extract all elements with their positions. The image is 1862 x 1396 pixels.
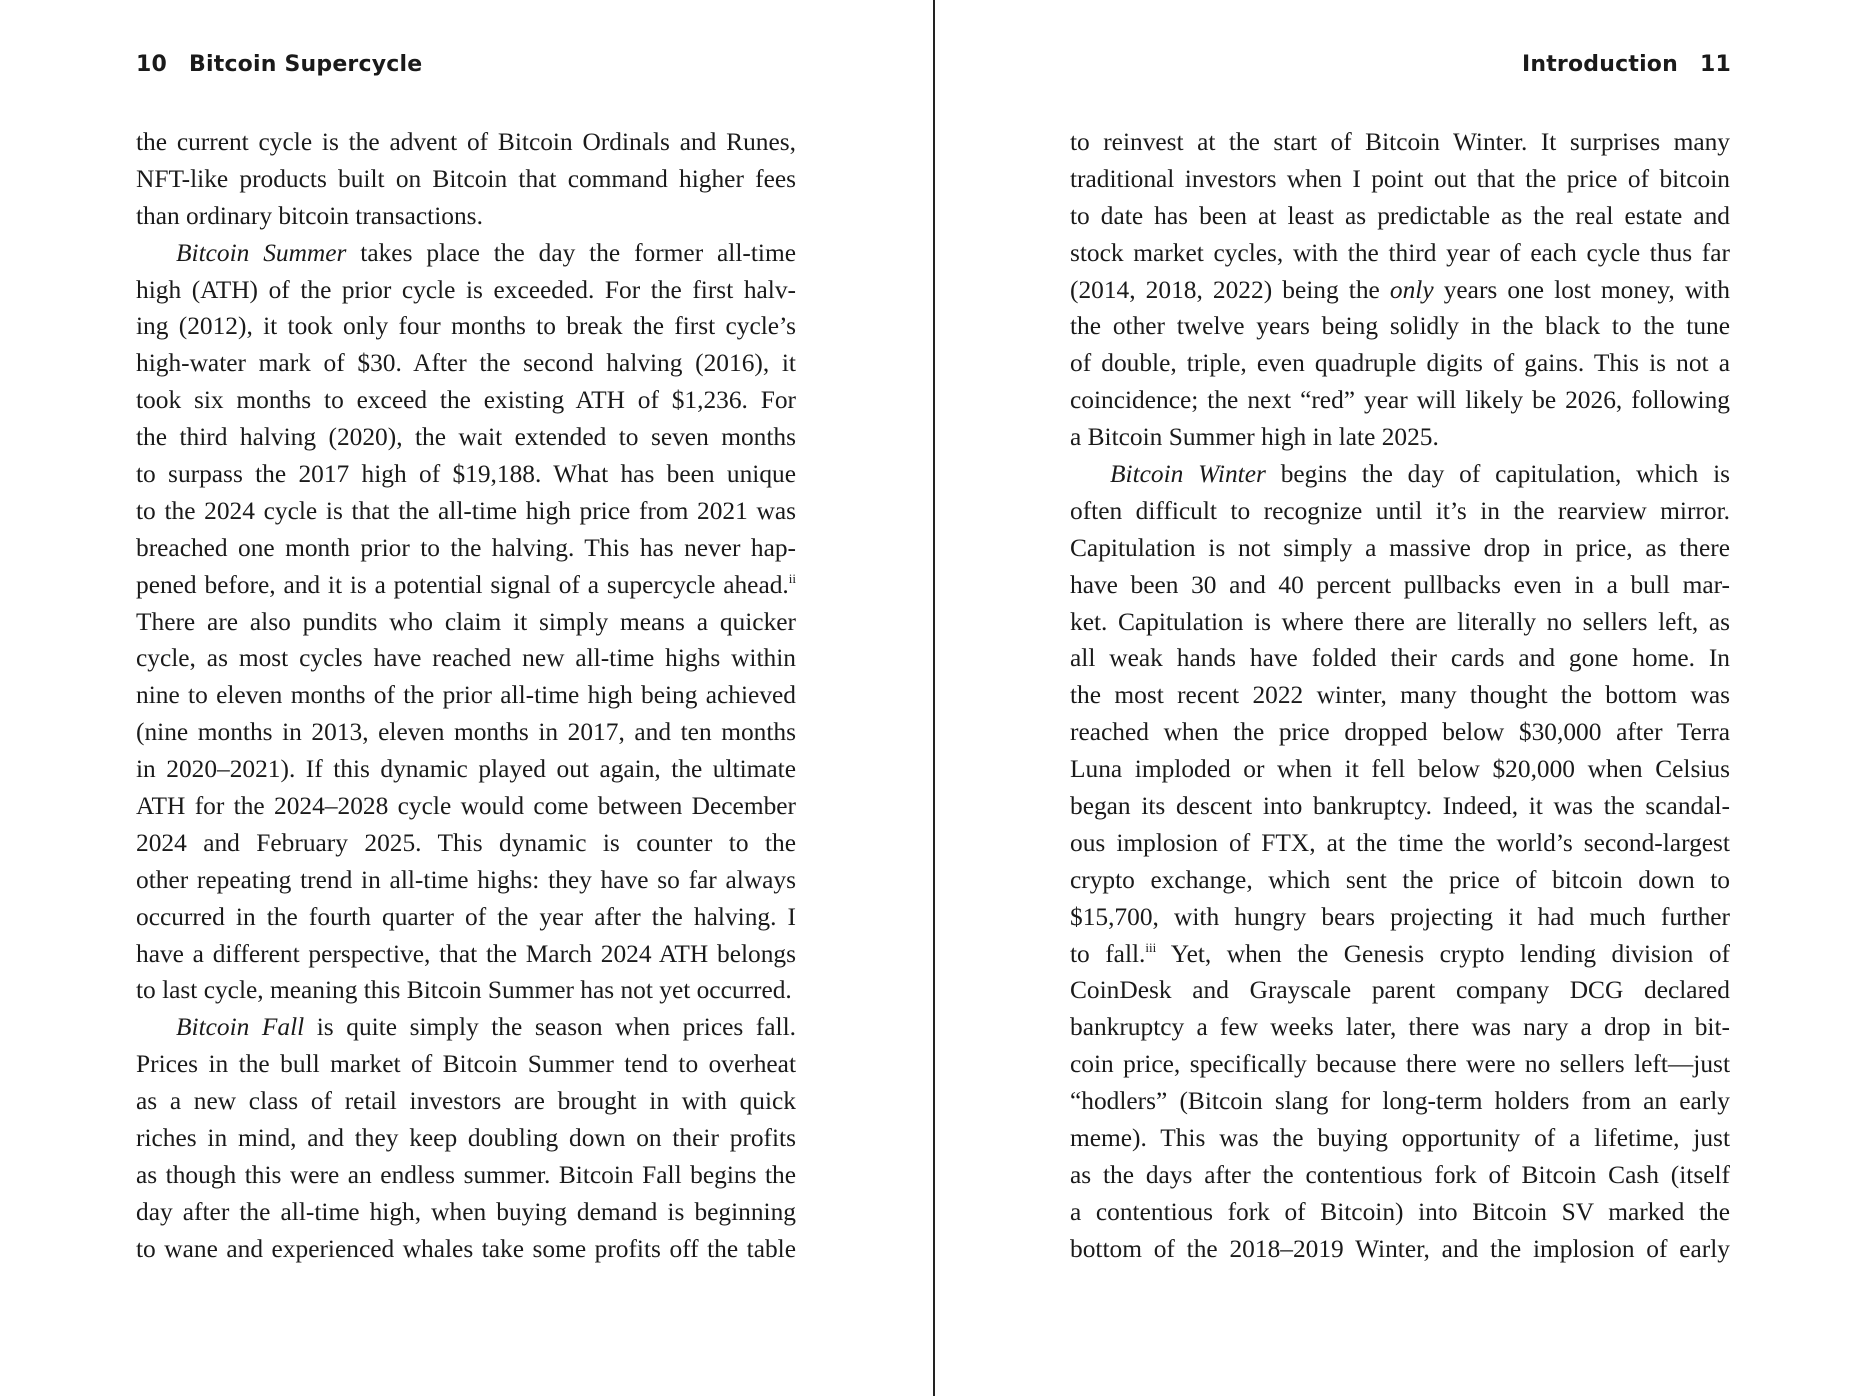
italic-term: Bitcoin Winter <box>1110 460 1266 489</box>
line-text: all weak hands have folded their cards and gone home. In <box>1070 644 1730 673</box>
text-line <box>136 235 796 272</box>
line-text: day after the all-time high, when buying demand is beginning <box>136 1197 796 1226</box>
line-text: occurred in the fourth quarter of the year after the halving. I <box>136 902 796 931</box>
text-line <box>136 382 796 419</box>
text-line <box>1070 972 1730 1009</box>
text-line <box>1070 161 1730 198</box>
text-line <box>136 567 796 604</box>
line-text: to the 2024 cycle is that the all-time high price from 2021 was <box>136 496 796 525</box>
line-text: reached when the price dropped below $30,000 after Terra <box>1070 718 1730 747</box>
line-text: to wane and experienced whales take some profits off the table <box>136 1234 796 1263</box>
text-line <box>136 345 796 382</box>
line-text: (nine months in 2013, eleven months in 2017, and ten months <box>136 718 796 747</box>
line-text: than ordinary bitcoin transactions. <box>136 201 483 230</box>
line-text: bottom of the 2018–2019 Winter, and the implosion of early <box>1070 1234 1730 1263</box>
text-line <box>1070 235 1730 272</box>
line-text: as a new class of retail investors are brought in with quick <box>136 1087 796 1116</box>
text-line <box>136 936 796 973</box>
line-text: a contentious fork of Bitcoin) into Bitcoin SV marked the <box>1070 1197 1730 1226</box>
text-line <box>136 456 796 493</box>
line-text: in 2020–2021). If this dynamic played out again, the ultimate <box>136 755 796 784</box>
text-line <box>1070 1083 1730 1120</box>
text-line <box>136 1083 796 1120</box>
line-text: the other twelve years being solidly in the black to the tune <box>1070 312 1730 341</box>
text-line <box>1070 419 1730 456</box>
left-running-head <box>136 52 422 82</box>
line-text: ing (2012), it took only four months to break the first cycle’s <box>136 312 796 341</box>
text-line <box>136 1009 796 1046</box>
left-running-head-title: Bitcoin Supercycle <box>189 52 423 77</box>
line-text: begins the day of capitulation, which is <box>1265 460 1731 489</box>
text-line <box>1070 382 1730 419</box>
line-text: breached one month prior to the halving. This has never hap- <box>136 533 796 562</box>
line-text: 2024 and February 2025. This dynamic is counter to the <box>136 828 796 857</box>
text-line <box>1070 456 1730 493</box>
text-line <box>1070 788 1730 825</box>
text-line <box>1070 862 1730 899</box>
text-line <box>1070 899 1730 936</box>
text-line <box>1070 272 1730 309</box>
line-text: high (ATH) of the prior cycle is exceeded. For the first halv- <box>136 275 796 304</box>
line-text: takes place the day the former all-time <box>346 238 796 267</box>
line-text: stock market cycles, with the third year of each cycle thus far <box>1070 238 1730 267</box>
text-line <box>136 198 796 235</box>
line-text: the third halving (2020), the wait extended to seven months <box>136 423 796 452</box>
text-line <box>1070 1231 1730 1268</box>
line-text: other repeating trend in all-time highs: they have so far always <box>136 865 796 894</box>
line-text: often difficult to recognize until it’s in the rearview mirror. <box>1070 496 1730 525</box>
text-line <box>136 124 796 161</box>
text-line <box>136 1194 796 1231</box>
text-line <box>136 1046 796 1083</box>
line-text: began its descent into bankruptcy. Indeed, it was the scandal- <box>1070 792 1730 821</box>
line-text: CoinDesk and Grayscale parent company DCG declared <box>1070 976 1730 1005</box>
line-text: as the days after the contentious fork of Bitcoin Cash (itself <box>1070 1160 1730 1189</box>
text-line <box>1070 198 1730 235</box>
line-text: the current cycle is the advent of Bitcoin Ordinals and Runes, <box>136 128 796 156</box>
line-text: years one lost money, with <box>1433 275 1730 304</box>
line-text: crypto exchange, which sent the price of bitcoin down to <box>1070 865 1730 894</box>
line-text: pened before, and it is a potential signal of a supercycle ahead. <box>136 570 789 599</box>
text-line <box>136 1157 796 1194</box>
line-text: There are also pundits who claim it simply means a quicker <box>136 607 796 636</box>
line-text: nine to eleven months of the prior all-time high being achieved <box>136 681 796 710</box>
line-text: ATH for the 2024–2028 cycle would come between December <box>136 792 796 821</box>
line-text: NFT-like products built on Bitcoin that command higher fees <box>136 164 796 193</box>
text-line <box>1070 936 1730 973</box>
right-page-body <box>1070 124 1730 1268</box>
line-text: Luna imploded or when it fell below $20,000 when Celsius <box>1070 755 1730 784</box>
line-text: to reinvest at the start of Bitcoin Winter. It surprises many <box>1070 128 1730 156</box>
text-line <box>1070 1009 1730 1046</box>
text-line <box>136 161 796 198</box>
line-text: took six months to exceed the existing ATH of $1,236. For <box>136 386 796 415</box>
text-line <box>136 714 796 751</box>
text-line <box>1070 825 1730 862</box>
line-text: to last cycle, meaning this Bitcoin Summer has not yet occurred. <box>136 976 792 1005</box>
left-page-number: 10 <box>136 52 168 77</box>
text-line <box>136 788 796 825</box>
left-page-body <box>136 124 796 1268</box>
line-text: have a different perspective, that the March 2024 ATH belongs <box>136 939 796 968</box>
italic-term: Bitcoin Summer <box>176 238 347 267</box>
text-line <box>1070 345 1730 382</box>
text-line <box>1070 1046 1730 1083</box>
text-line <box>136 1120 796 1157</box>
italic-emphasis: only <box>1389 275 1434 304</box>
line-text: Yet, when the Genesis crypto lending division of <box>1156 939 1731 968</box>
page-gutter-divider <box>933 0 935 1396</box>
line-text: as though this were an endless summer. Bitcoin Fall begins the <box>136 1160 796 1189</box>
text-line <box>1070 640 1730 677</box>
text-line <box>136 493 796 530</box>
text-line <box>1070 308 1730 345</box>
right-running-head-title: Introduction <box>1521 52 1678 77</box>
text-line <box>136 308 796 345</box>
line-text: riches in mind, and they keep doubling down on their profits <box>136 1124 796 1153</box>
text-line <box>1070 751 1730 788</box>
text-line <box>1070 604 1730 641</box>
line-text: meme). This was the buying opportunity of a lifetime, just <box>1070 1124 1730 1153</box>
line-text: cycle, as most cycles have reached new all-time highs within <box>136 644 796 673</box>
text-line <box>1070 1194 1730 1231</box>
line-text: to fall. <box>1070 939 1146 968</box>
text-line <box>1070 493 1730 530</box>
line-text: traditional investors when I point out that the price of bitcoin <box>1070 164 1730 193</box>
text-line <box>1070 530 1730 567</box>
text-line <box>136 972 796 1009</box>
text-line <box>136 677 796 714</box>
line-text: to surpass the 2017 high of $19,188. What has been unique <box>136 460 796 489</box>
line-text: the most recent 2022 winter, many thought the bottom was <box>1070 681 1730 710</box>
text-line <box>1070 567 1730 604</box>
line-text: a Bitcoin Summer high in late 2025. <box>1070 423 1439 452</box>
line-text: (2014, 2018, 2022) being the <box>1070 275 1390 304</box>
footnote-marker[interactable]: ii <box>788 570 796 586</box>
text-line <box>1070 124 1730 161</box>
line-text: to date has been at least as predictable as the real estate and <box>1070 201 1730 230</box>
text-line <box>136 419 796 456</box>
footnote-marker[interactable]: iii <box>1145 939 1157 955</box>
right-page-number: 11 <box>1699 52 1731 77</box>
line-text: is quite simply the season when prices fall. <box>304 1013 796 1042</box>
text-line <box>136 899 796 936</box>
line-text: ous implosion of FTX, at the time the world’s second-largest <box>1070 828 1730 857</box>
text-line <box>1070 1120 1730 1157</box>
line-text: Prices in the bull market of Bitcoin Summer tend to overheat <box>136 1050 796 1079</box>
text-line <box>136 530 796 567</box>
text-line <box>136 862 796 899</box>
line-text: have been 30 and 40 percent pullbacks even in a bull mar- <box>1070 570 1730 599</box>
italic-term: Bitcoin Fall <box>176 1013 305 1042</box>
text-line <box>1070 714 1730 751</box>
text-line <box>1070 1157 1730 1194</box>
text-line <box>136 272 796 309</box>
line-text: ket. Capitulation is where there are literally no sellers left, as <box>1070 607 1730 636</box>
line-text: $15,700, with hungry bears projecting it had much further <box>1070 902 1730 931</box>
line-text: “hodlers” (Bitcoin slang for long-term holders from an early <box>1070 1087 1730 1116</box>
line-text: coincidence; the next “red” year will likely be 2026, following <box>1070 386 1730 415</box>
text-line <box>136 1231 796 1268</box>
line-text: bankruptcy a few weeks later, there was nary a drop in bit- <box>1070 1013 1730 1042</box>
line-text: high-water mark of $30. After the second halving (2016), it <box>136 349 796 378</box>
line-text: coin price, specifically because there were no sellers left—just <box>1070 1050 1730 1079</box>
text-line <box>136 640 796 677</box>
text-line <box>1070 677 1730 714</box>
line-text: of double, triple, even quadruple digits of gains. This is not a <box>1070 349 1730 378</box>
right-running-head <box>1522 52 1731 82</box>
text-line <box>136 825 796 862</box>
line-text: Capitulation is not simply a massive drop in price, as there <box>1070 533 1730 562</box>
text-line <box>136 751 796 788</box>
text-line <box>136 604 796 641</box>
